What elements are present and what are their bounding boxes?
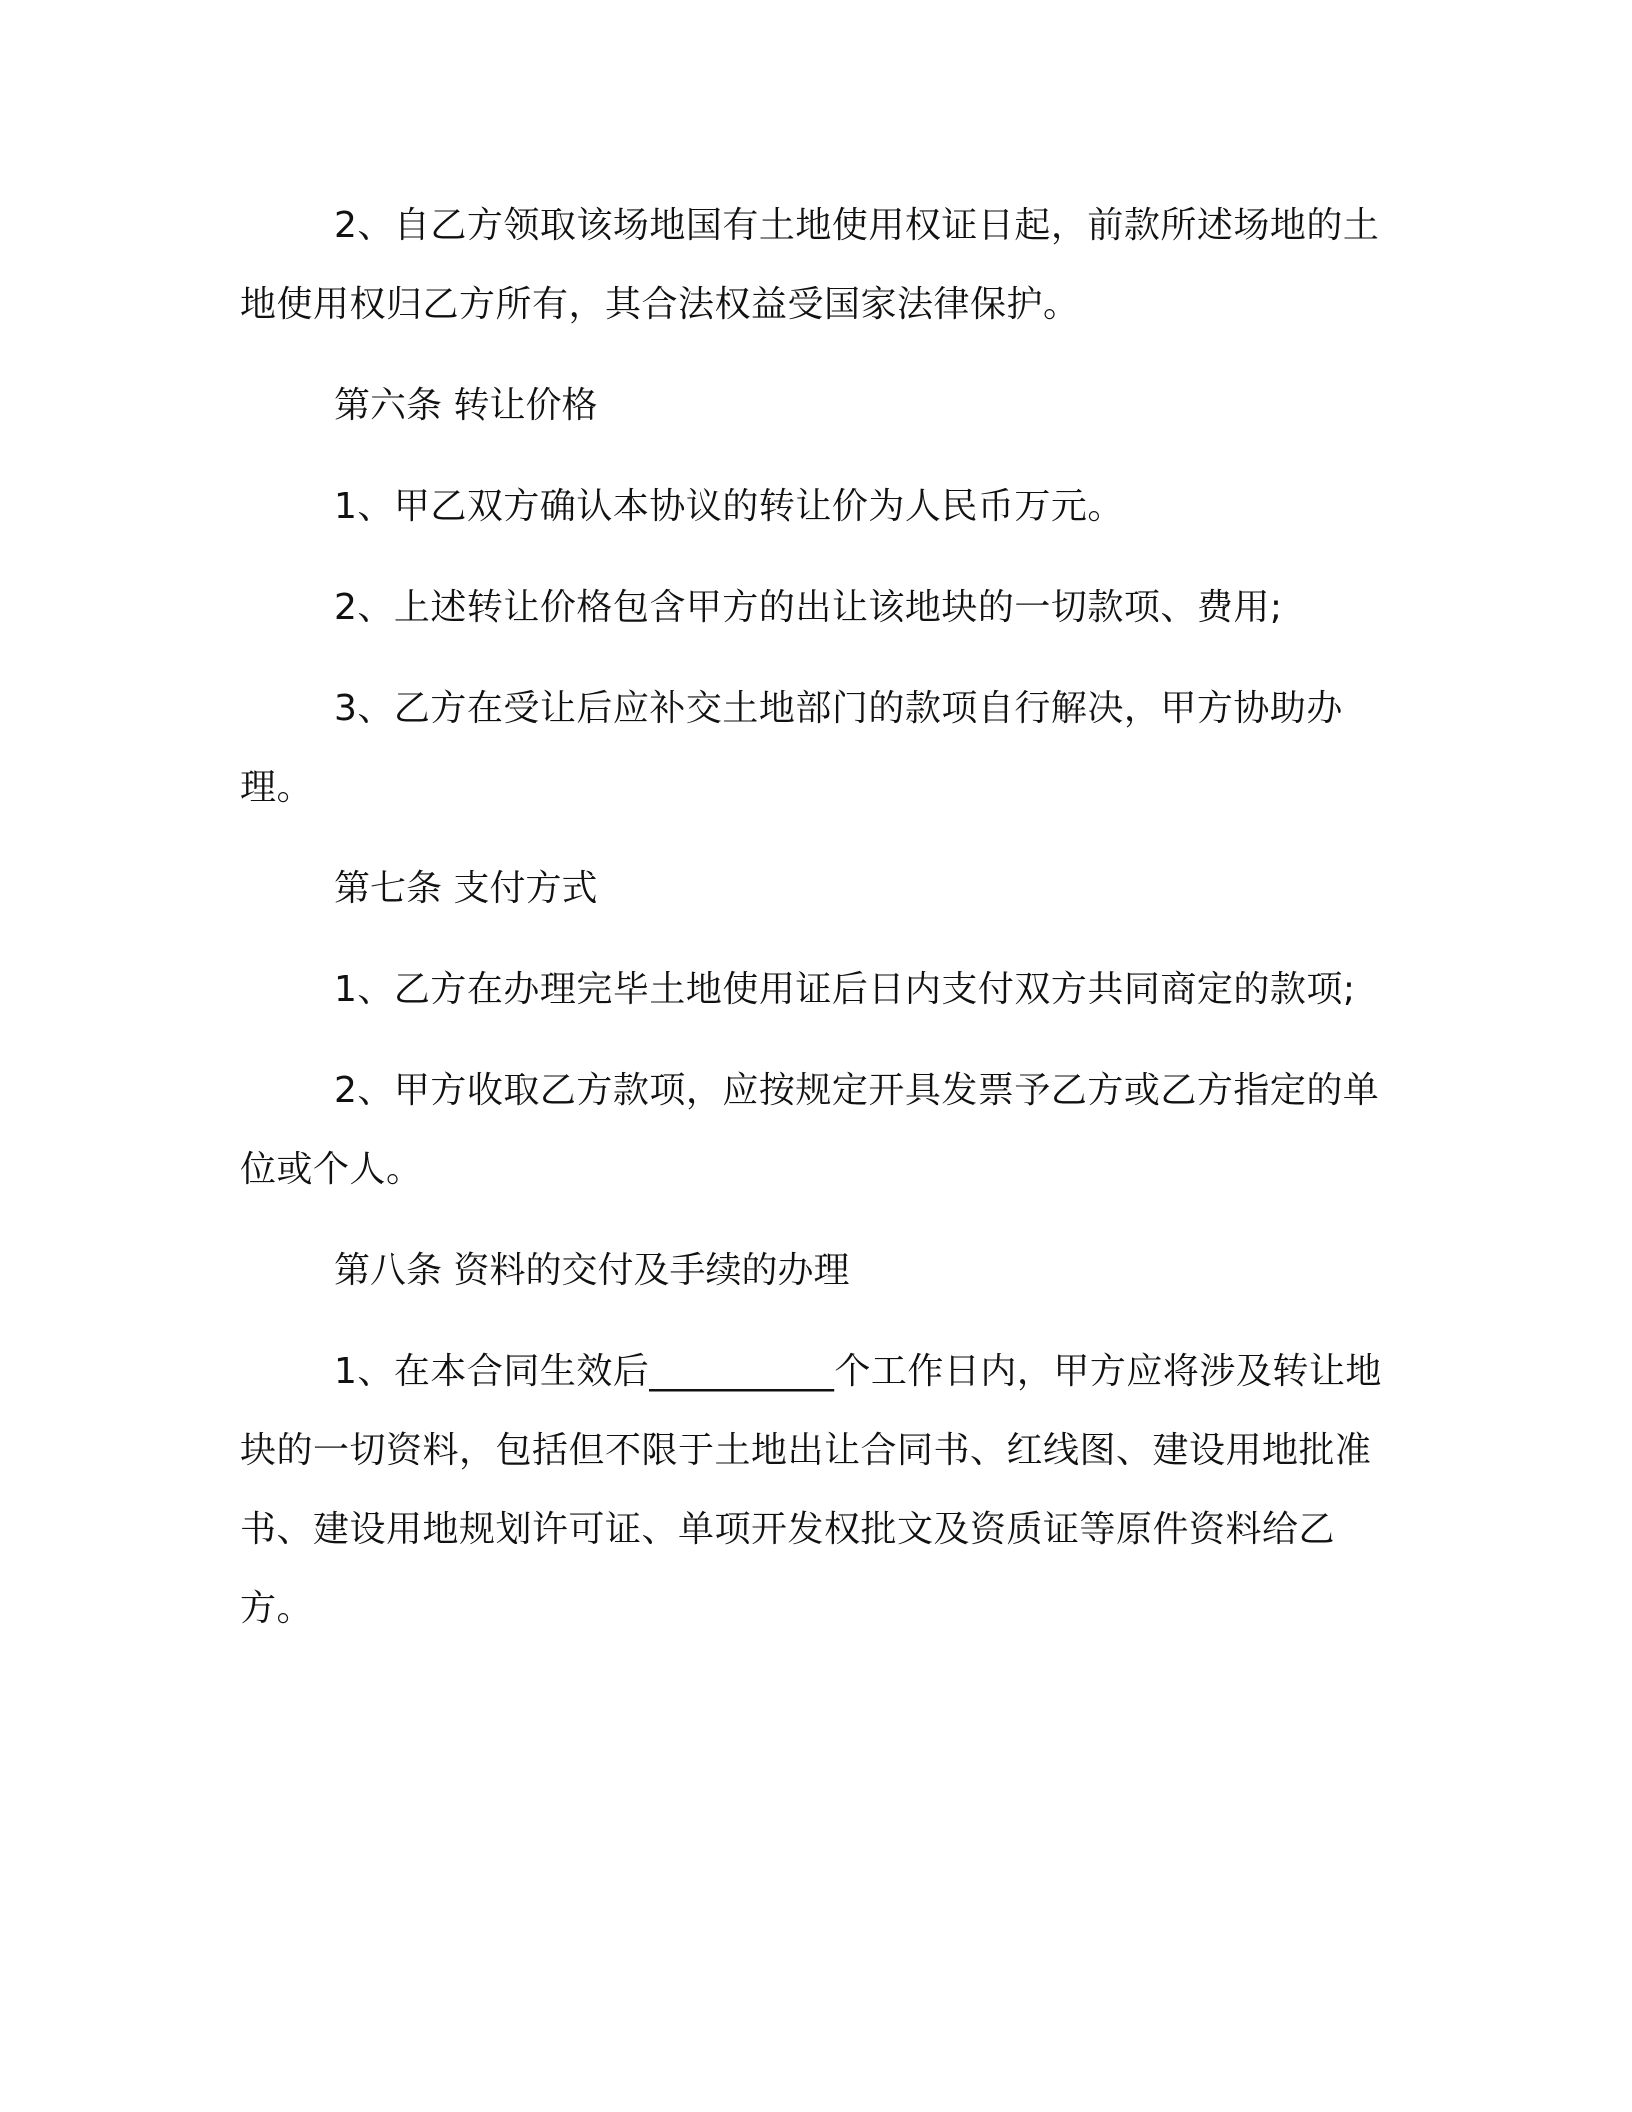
paragraph-5-2: 2、自乙方领取该场地国有土地使用权证日起，前款所述场地的土地使用权归乙方所有，其合法权益受国家法律保护。 [240, 205, 1380, 325]
paragraph-7-2: 2、甲方收取乙方款项，应按规定开具发票予乙方或乙方指定的单位或个人。 [240, 1070, 1380, 1190]
article-7-heading: 第七条 支付方式 [334, 868, 598, 909]
article-8-heading: 第八条 资料的交付及手续的办理 [334, 1250, 850, 1291]
article-6-heading: 第六条 转让价格 [334, 385, 598, 426]
paragraph-8-1: 1、在本合同生效后__________个工作日内，甲方应将涉及转让地块的一切资料，包括但不限于土地出让合同书、红线图、建设用地批准书、建设用地规划许可证、单项开发权批文及资质证等原件资料给乙方。 [240, 1351, 1382, 1629]
paragraph-6-2: 2、上述转让价格包含甲方的出让该地块的一切款项、费用; [334, 587, 1283, 628]
paragraph-6-1: 1、甲乙双方确认本协议的转让价为人民币万元。 [334, 486, 1124, 527]
paragraph-6-3: 3、乙方在受让后应补交土地部门的款项自行解决，甲方协助办理。 [240, 688, 1343, 808]
paragraph-7-1: 1、乙方在办理完毕土地使用证后日内支付双方共同商定的款项; [334, 969, 1356, 1010]
document-body [240, 186, 1390, 1648]
